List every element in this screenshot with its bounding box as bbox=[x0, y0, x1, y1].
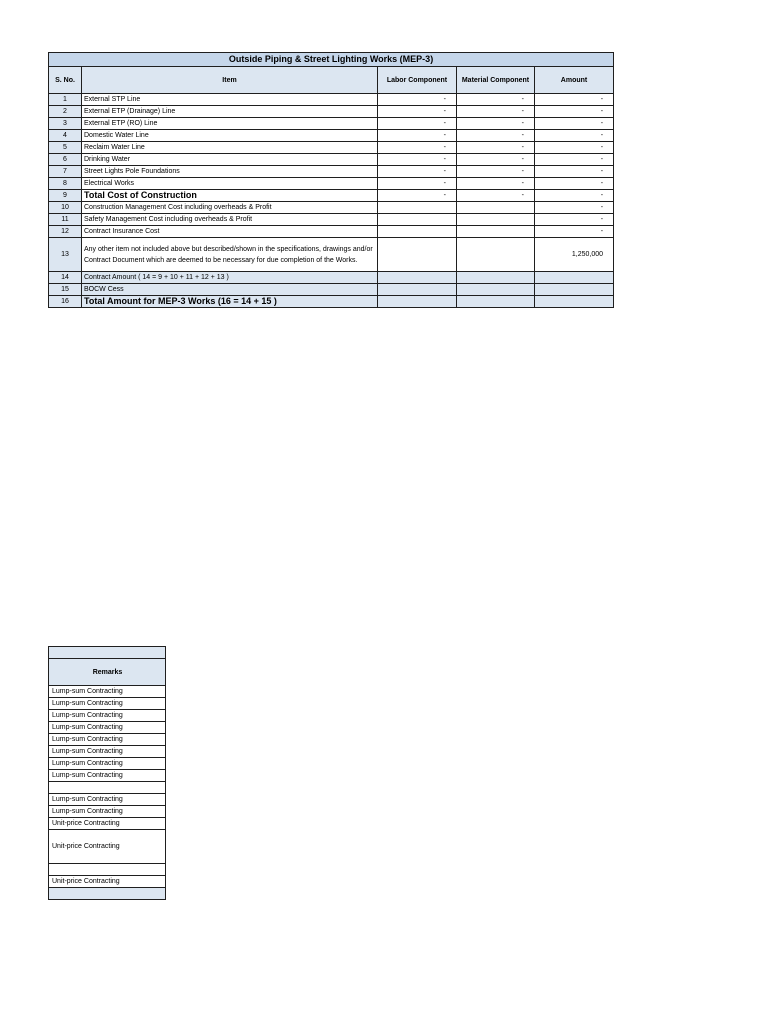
sno-cell: 1 bbox=[49, 94, 82, 106]
remarks-cell bbox=[49, 782, 166, 794]
material-cell: - bbox=[457, 106, 535, 118]
item-cell: External STP Line bbox=[82, 94, 378, 106]
remarks-cell: Lump-sum Contracting bbox=[49, 686, 166, 698]
amount-cell bbox=[535, 296, 614, 308]
col-header-amount: Amount bbox=[535, 67, 614, 94]
remarks-cell: Lump-sum Contracting bbox=[49, 770, 166, 782]
table-row bbox=[49, 214, 614, 226]
table-row bbox=[49, 142, 614, 154]
amount-cell: 1,250,000 bbox=[535, 238, 614, 272]
table-row bbox=[49, 226, 614, 238]
table-row bbox=[49, 296, 614, 308]
material-cell bbox=[457, 296, 535, 308]
labor-cell bbox=[378, 284, 457, 296]
labor-cell bbox=[378, 238, 457, 272]
amount-cell bbox=[535, 272, 614, 284]
table-row bbox=[49, 272, 614, 284]
table-row bbox=[49, 106, 614, 118]
remarks-cell: Lump-sum Contracting bbox=[49, 698, 166, 710]
table-row bbox=[49, 154, 614, 166]
material-cell: - bbox=[457, 118, 535, 130]
labor-cell: - bbox=[378, 118, 457, 130]
material-cell bbox=[457, 214, 535, 226]
col-header-item: Item bbox=[82, 67, 378, 94]
amount-cell: - bbox=[535, 178, 614, 190]
sno-cell: 3 bbox=[49, 118, 82, 130]
material-cell bbox=[457, 284, 535, 296]
labor-cell: - bbox=[378, 94, 457, 106]
item-cell: Domestic Water Line bbox=[82, 130, 378, 142]
remarks-cell: Unit-price Contracting bbox=[49, 818, 166, 830]
labor-cell: - bbox=[378, 190, 457, 202]
table-row bbox=[49, 190, 614, 202]
material-cell bbox=[457, 238, 535, 272]
remarks-header: Remarks bbox=[49, 659, 166, 686]
material-cell: - bbox=[457, 94, 535, 106]
sno-cell: 2 bbox=[49, 106, 82, 118]
amount-cell: - bbox=[535, 94, 614, 106]
table-title: Outside Piping & Street Lighting Works (MEP-3) bbox=[49, 53, 614, 67]
amount-cell: - bbox=[535, 118, 614, 130]
item-cell: Safety Management Cost including overheads & Profit bbox=[82, 214, 378, 226]
labor-cell bbox=[378, 272, 457, 284]
item-cell: Any other item not included above but described/shown in the specifications, drawings and/or Contract Document which are deemed to be necessary for due completion of the Works. bbox=[82, 238, 378, 272]
remarks-cell: Lump-sum Contracting bbox=[49, 710, 166, 722]
table-row bbox=[49, 178, 614, 190]
remarks-cell: Unit-price Contracting bbox=[49, 876, 166, 888]
sno-cell: 12 bbox=[49, 226, 82, 238]
labor-cell: - bbox=[378, 166, 457, 178]
labor-cell bbox=[378, 214, 457, 226]
table-row bbox=[49, 94, 614, 106]
item-cell: Construction Management Cost including overheads & Profit bbox=[82, 202, 378, 214]
material-cell bbox=[457, 272, 535, 284]
item-cell: Contract Amount ( 14 = 9 + 10 + 11 + 12 + 13 ) bbox=[82, 272, 378, 284]
material-cell bbox=[457, 226, 535, 238]
item-cell: BOCW Cess bbox=[82, 284, 378, 296]
header-row bbox=[49, 67, 614, 94]
labor-cell: - bbox=[378, 130, 457, 142]
amount-cell: - bbox=[535, 214, 614, 226]
remarks-cell: Unit-price Contracting bbox=[49, 830, 166, 864]
labor-cell: - bbox=[378, 142, 457, 154]
labor-cell bbox=[378, 296, 457, 308]
item-cell: Reclaim Water Line bbox=[82, 142, 378, 154]
table-row bbox=[49, 118, 614, 130]
amount-cell: - bbox=[535, 142, 614, 154]
item-cell: Contract Insurance Cost bbox=[82, 226, 378, 238]
table-row bbox=[49, 130, 614, 142]
sno-cell: 15 bbox=[49, 284, 82, 296]
col-header-sno: S. No. bbox=[49, 67, 82, 94]
table-row bbox=[49, 238, 614, 272]
sno-cell: 6 bbox=[49, 154, 82, 166]
remarks-cell: Lump-sum Contracting bbox=[49, 758, 166, 770]
sno-cell: 10 bbox=[49, 202, 82, 214]
cost-summary-table bbox=[48, 52, 614, 308]
col-header-material: Material Component bbox=[457, 67, 535, 94]
amount-cell: - bbox=[535, 190, 614, 202]
item-cell: Electrical Works bbox=[82, 178, 378, 190]
item-cell: External ETP (RO) Line bbox=[82, 118, 378, 130]
amount-cell: - bbox=[535, 154, 614, 166]
amount-cell bbox=[535, 284, 614, 296]
labor-cell bbox=[378, 226, 457, 238]
table-row bbox=[49, 166, 614, 178]
labor-cell: - bbox=[378, 106, 457, 118]
sno-cell: 16 bbox=[49, 296, 82, 308]
item-cell: Total Cost of Construction bbox=[82, 190, 378, 202]
sno-cell: 14 bbox=[49, 272, 82, 284]
sno-cell: 11 bbox=[49, 214, 82, 226]
amount-cell: - bbox=[535, 130, 614, 142]
remarks-cell: Lump-sum Contracting bbox=[49, 734, 166, 746]
labor-cell bbox=[378, 202, 457, 214]
sno-cell: 13 bbox=[49, 238, 82, 272]
amount-cell: - bbox=[535, 106, 614, 118]
item-cell: External ETP (Drainage) Line bbox=[82, 106, 378, 118]
amount-cell: - bbox=[535, 166, 614, 178]
remarks-cell bbox=[49, 888, 166, 900]
sno-cell: 4 bbox=[49, 130, 82, 142]
amount-cell: - bbox=[535, 226, 614, 238]
material-cell: - bbox=[457, 178, 535, 190]
sno-cell: 9 bbox=[49, 190, 82, 202]
labor-cell: - bbox=[378, 154, 457, 166]
item-cell: Total Amount for MEP-3 Works (16 = 14 + 15 ) bbox=[82, 296, 378, 308]
sno-cell: 5 bbox=[49, 142, 82, 154]
material-cell: - bbox=[457, 130, 535, 142]
remarks-table bbox=[48, 646, 166, 900]
material-cell: - bbox=[457, 190, 535, 202]
table-row bbox=[49, 284, 614, 296]
col-header-labor: Labor Component bbox=[378, 67, 457, 94]
material-cell: - bbox=[457, 166, 535, 178]
remarks-cell: Lump-sum Contracting bbox=[49, 722, 166, 734]
table-row bbox=[49, 202, 614, 214]
labor-cell: - bbox=[378, 178, 457, 190]
material-cell: - bbox=[457, 154, 535, 166]
remarks-spacer-top bbox=[49, 647, 166, 659]
item-cell: Drinking Water bbox=[82, 154, 378, 166]
material-cell bbox=[457, 202, 535, 214]
remarks-cell: Lump-sum Contracting bbox=[49, 746, 166, 758]
amount-cell: - bbox=[535, 202, 614, 214]
sno-cell: 8 bbox=[49, 178, 82, 190]
item-cell: Street Lights Pole Foundations bbox=[82, 166, 378, 178]
remarks-cell: Lump-sum Contracting bbox=[49, 794, 166, 806]
material-cell: - bbox=[457, 142, 535, 154]
remarks-cell bbox=[49, 864, 166, 876]
sno-cell: 7 bbox=[49, 166, 82, 178]
remarks-cell: Lump-sum Contracting bbox=[49, 806, 166, 818]
